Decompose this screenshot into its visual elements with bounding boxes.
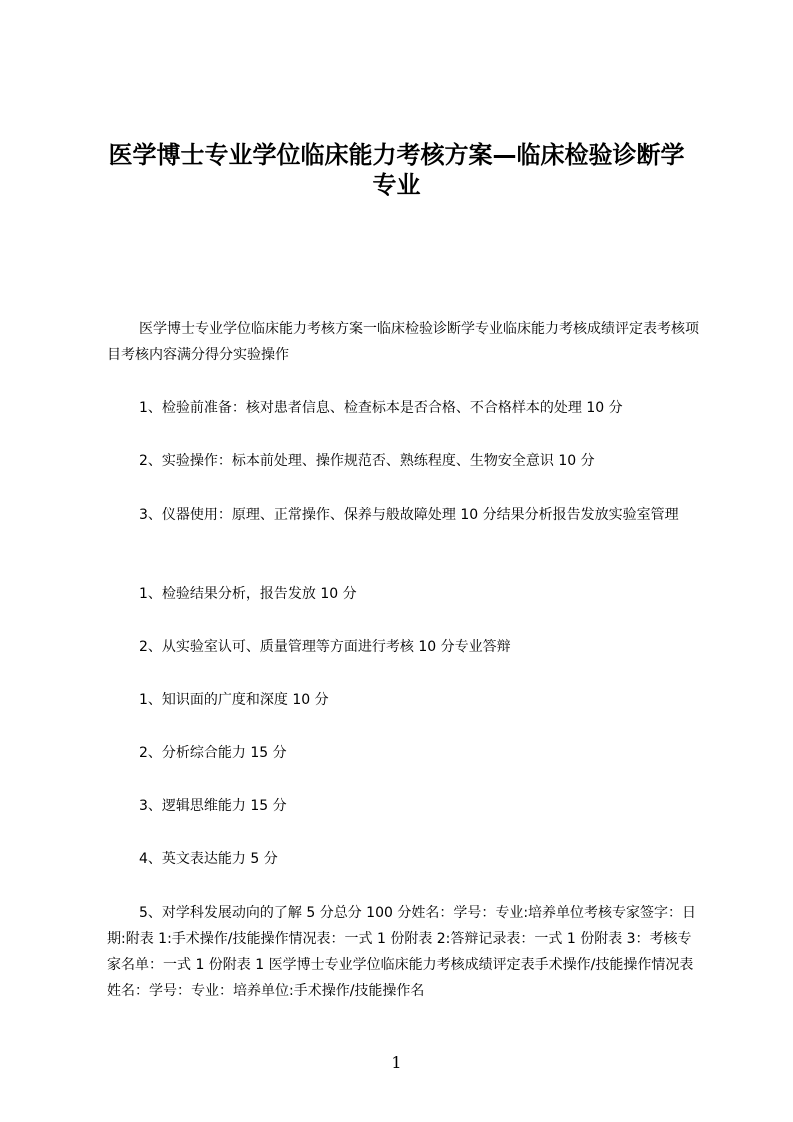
page-number: 1 — [391, 1053, 402, 1072]
list-item: 3、逻辑思维能力 15 分 — [139, 798, 287, 814]
list-item: 1、检验结果分析，报告发放 10 分 — [139, 586, 357, 602]
closing-paragraph: 5、对学科发展动向的了解 5 分总分 100 分姓名：学号：专业:培养单位考核专家签字：日期:附表 1:手术操作/技能操作情况表：一式 1 份附表 2:答辩记录表：一式 1 份附表 3：考核专家名单：一式 1 份附表 1 医学博士专业学位临床能力考核成绩评定表手术操作/技能操作情况表姓名：学号：专业：培养单位:手术操作/技能操作名 — [107, 905, 697, 999]
list-item: 1、知识面的广度和深度 10 分 — [139, 692, 329, 708]
list-item: 1、检验前准备：核对患者信息、检查标本是否合格、不合格样本的处理 10 分 — [139, 400, 623, 416]
document-title: 医学博士专业学位临床能力考核方案—临床检验诊断学专业 — [108, 141, 685, 199]
list-item: 2、从实验室认可、质量管理等方面进行考核 10 分专业答辩 — [139, 639, 511, 655]
list-item: 4、英文表达能力 5 分 — [139, 851, 278, 867]
list-item: 2、分析综合能力 15 分 — [139, 745, 287, 761]
list-item: 2、实验操作：标本前处理、操作规范否、熟练程度、生物安全意识 10 分 — [139, 453, 595, 469]
intro-paragraph: 医学博士专业学位临床能力考核方案一临床检验诊断学专业临床能力考核成绩评定表考核项目考核内容满分得分实验操作 — [107, 321, 699, 363]
list-item: 3、仪器使用：原理、正常操作、保养与般故障处理 10 分结果分析报告发放实验室管理 — [139, 507, 679, 523]
